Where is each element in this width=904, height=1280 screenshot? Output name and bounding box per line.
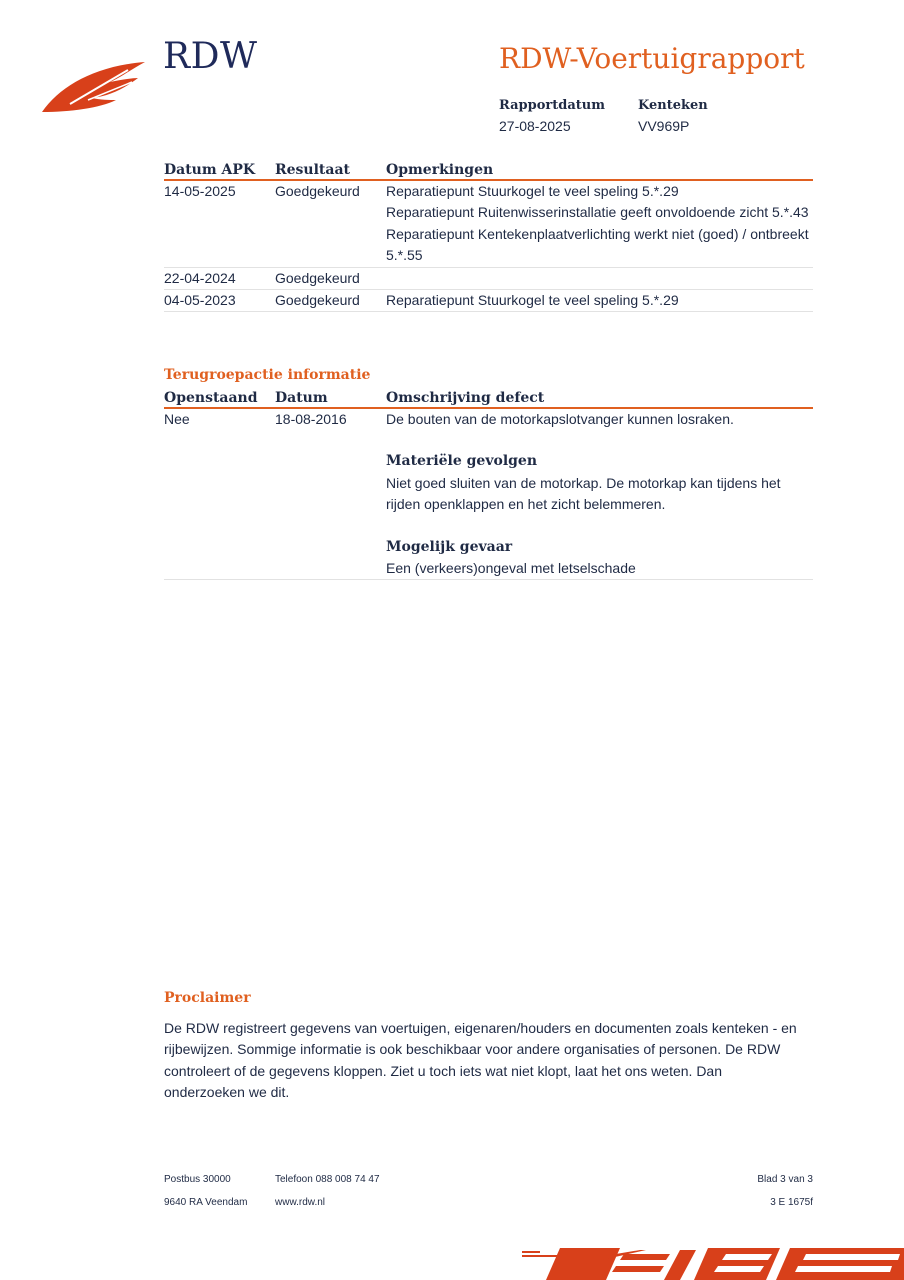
footer-postbus: Postbus 30000: [164, 1174, 231, 1185]
apk-table-header: [164, 159, 813, 181]
apk-table: [164, 159, 813, 312]
apk-remarks: [386, 268, 813, 289]
recall-description: [386, 409, 813, 579]
recall-open: Nee: [164, 411, 190, 427]
logo-text: RDW: [163, 36, 258, 77]
apk-remark: Reparatiepunt Kentekenplaatverlichting werkt niet (goed) / ontbreekt 5.*.55: [386, 225, 809, 264]
apk-header-remarks: Opmerkingen: [386, 162, 494, 178]
footer-phone: Telefoon 088 008 74 47: [275, 1174, 380, 1185]
rdw-logo-icon: [40, 56, 150, 116]
table-row: [164, 268, 813, 290]
apk-remarks: [386, 290, 813, 311]
recall-header-open: Openstaand: [164, 390, 258, 406]
danger-label: Mogelijk gevaar: [386, 538, 513, 555]
footer-page-number: Blad 3 van 3: [757, 1174, 813, 1185]
recall-defect: De bouten van de motorkapslotvanger kunnen losraken.: [386, 411, 734, 427]
apk-date: 22-04-2024: [164, 269, 236, 286]
table-row: [164, 181, 813, 268]
plate-value: VV969P: [638, 118, 690, 134]
report-title: RDW-Voertuigrapport: [499, 42, 805, 75]
proclaimer-title: Proclaimer: [164, 990, 251, 1006]
report-date-label: Rapportdatum: [499, 98, 605, 113]
recall-table-header: [164, 387, 813, 409]
footer-postcode: 9640 RA Veendam: [164, 1197, 248, 1208]
apk-remark: Reparatiepunt Stuurkogel te veel speling 5.*.29: [386, 183, 679, 199]
apk-header-result: Resultaat: [275, 162, 350, 178]
plate-label: Kenteken: [638, 98, 708, 113]
footer-stripes-decoration: [520, 1240, 904, 1280]
apk-result: Goedgekeurd: [275, 269, 360, 286]
footer-code: 3 E 1675f: [770, 1197, 813, 1208]
report-date-value: 27-08-2025: [499, 118, 571, 134]
recall-table: [164, 387, 813, 580]
recall-date: 18-08-2016: [275, 411, 347, 427]
apk-result: Goedgekeurd: [275, 183, 360, 199]
apk-remark: Reparatiepunt Stuurkogel te veel speling 5.*.29: [386, 292, 679, 309]
recall-header-date: Datum: [275, 390, 328, 406]
apk-result: Goedgekeurd: [275, 292, 360, 309]
apk-remarks: [386, 181, 813, 267]
consequences-label: Materiële gevolgen: [386, 453, 538, 470]
table-row: [164, 290, 813, 312]
apk-remark: Reparatiepunt Ruitenwisserinstallatie geeft onvoldoende zicht 5.*.43: [386, 204, 809, 221]
table-row: [164, 409, 813, 580]
consequences-text: Niet goed sluiten van de motorkap. De motorkap kan tijdens het rijden openklappen en het zicht belemmeren.: [386, 474, 781, 513]
proclaimer-text: De RDW registreert gegevens van voertuigen, eigenaren/houders en documenten zoals kenteken - en rijbewijzen. Sommige informatie is ook beschikbaar voor andere organisaties of personen. De RDW controleert of de gegevens kloppen. Ziet u toch iets wat niet klopt, laat het ons weten. Dan onderzoeken we dit.: [164, 1020, 797, 1101]
recall-title: Terugroepactie informatie: [164, 367, 371, 383]
apk-date: 14-05-2025: [164, 183, 236, 199]
apk-header-date: Datum APK: [164, 162, 256, 178]
apk-date: 04-05-2023: [164, 292, 236, 309]
danger-text: Een (verkeers)ongeval met letselschade: [386, 560, 636, 577]
footer-website[interactable]: www.rdw.nl: [275, 1197, 326, 1208]
recall-header-defect: Omschrijving defect: [386, 390, 545, 406]
